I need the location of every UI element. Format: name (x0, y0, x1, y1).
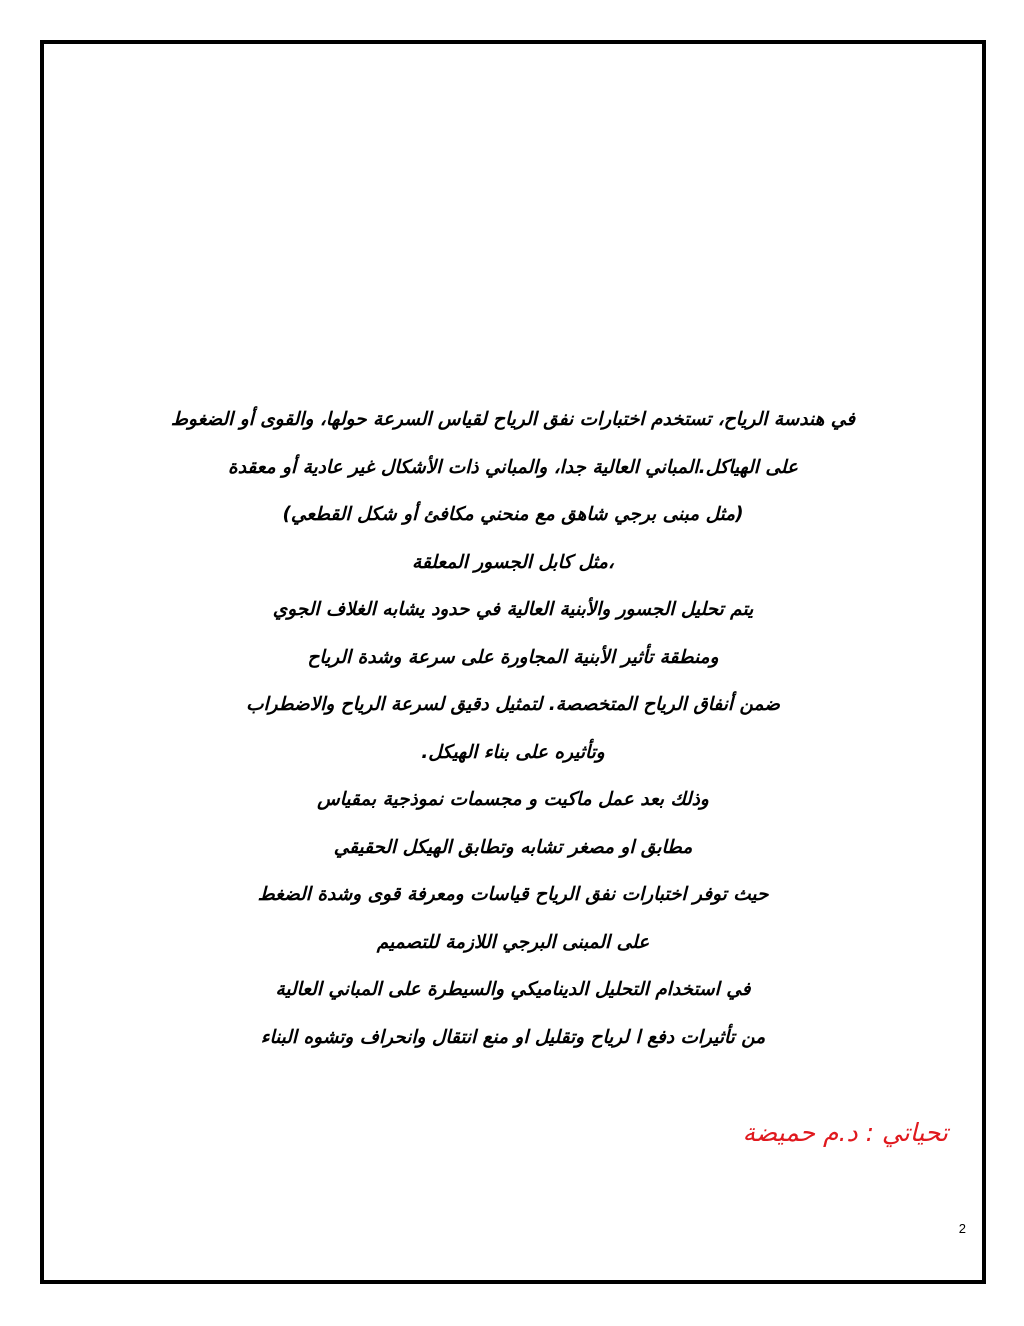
page-number: 2 (958, 1221, 966, 1236)
body-line-4: ،مثل كابل الجسور المعلقة (412, 551, 614, 573)
body-line-3: (مثل مبنى برجي شاهق مع منحني مكافئ أو شكل القطعي) (282, 504, 744, 525)
body-line-8: وتأثيره على بناء الهيكل. (421, 741, 605, 763)
body-line-5: يتم تحليل الجسور والأبنية العالية في حدود يشابه الغلاف الجوي (272, 599, 754, 620)
body-text (44, 396, 982, 1061)
body-line-12: على المبنى البرجي اللازمة للتصميم (376, 931, 650, 953)
page-border-frame (40, 40, 986, 1284)
body-line-13: في استخدام التحليل الديناميكي والسيطرة على المباني العالية (275, 979, 751, 1000)
author-signature: تحياتي : د.م حميضة (742, 1118, 948, 1147)
body-line-2: على الهياكل.المباني العالية جدا، والمباني ذات الأشكال غير عادية أو معقدة (228, 456, 798, 478)
body-line-10: مطابق او مصغر تشابه وتطابق الهيكل الحقيقي (333, 836, 693, 858)
body-line-14: من تأثيرات دفع ا لرياح وتقليل او منع انتقال وانحراف وتشوه البناء (260, 1026, 766, 1048)
body-line-9: وذلك بعد عمل ماكيت و مجسمات نموذجية بمقياس (317, 789, 709, 810)
body-line-1: في هندسة الرياح، تستخدم اختبارات نفق الرياح لقياس السرعة حولها، والقوى أو الضغوط (170, 409, 856, 430)
body-line-6: ومنطقة تأثير الأبنية المجاورة على سرعة وشدة الرياح (307, 646, 719, 668)
body-line-11: حيث توفر اختبارات نفق الرياح قياسات ومعرفة قوى وشدة الضغط (257, 884, 769, 905)
body-line-7: ضمن أنفاق الرياح المتخصصة. لتمثيل دقيق لسرعة الرياح والاضطراب (246, 694, 780, 715)
